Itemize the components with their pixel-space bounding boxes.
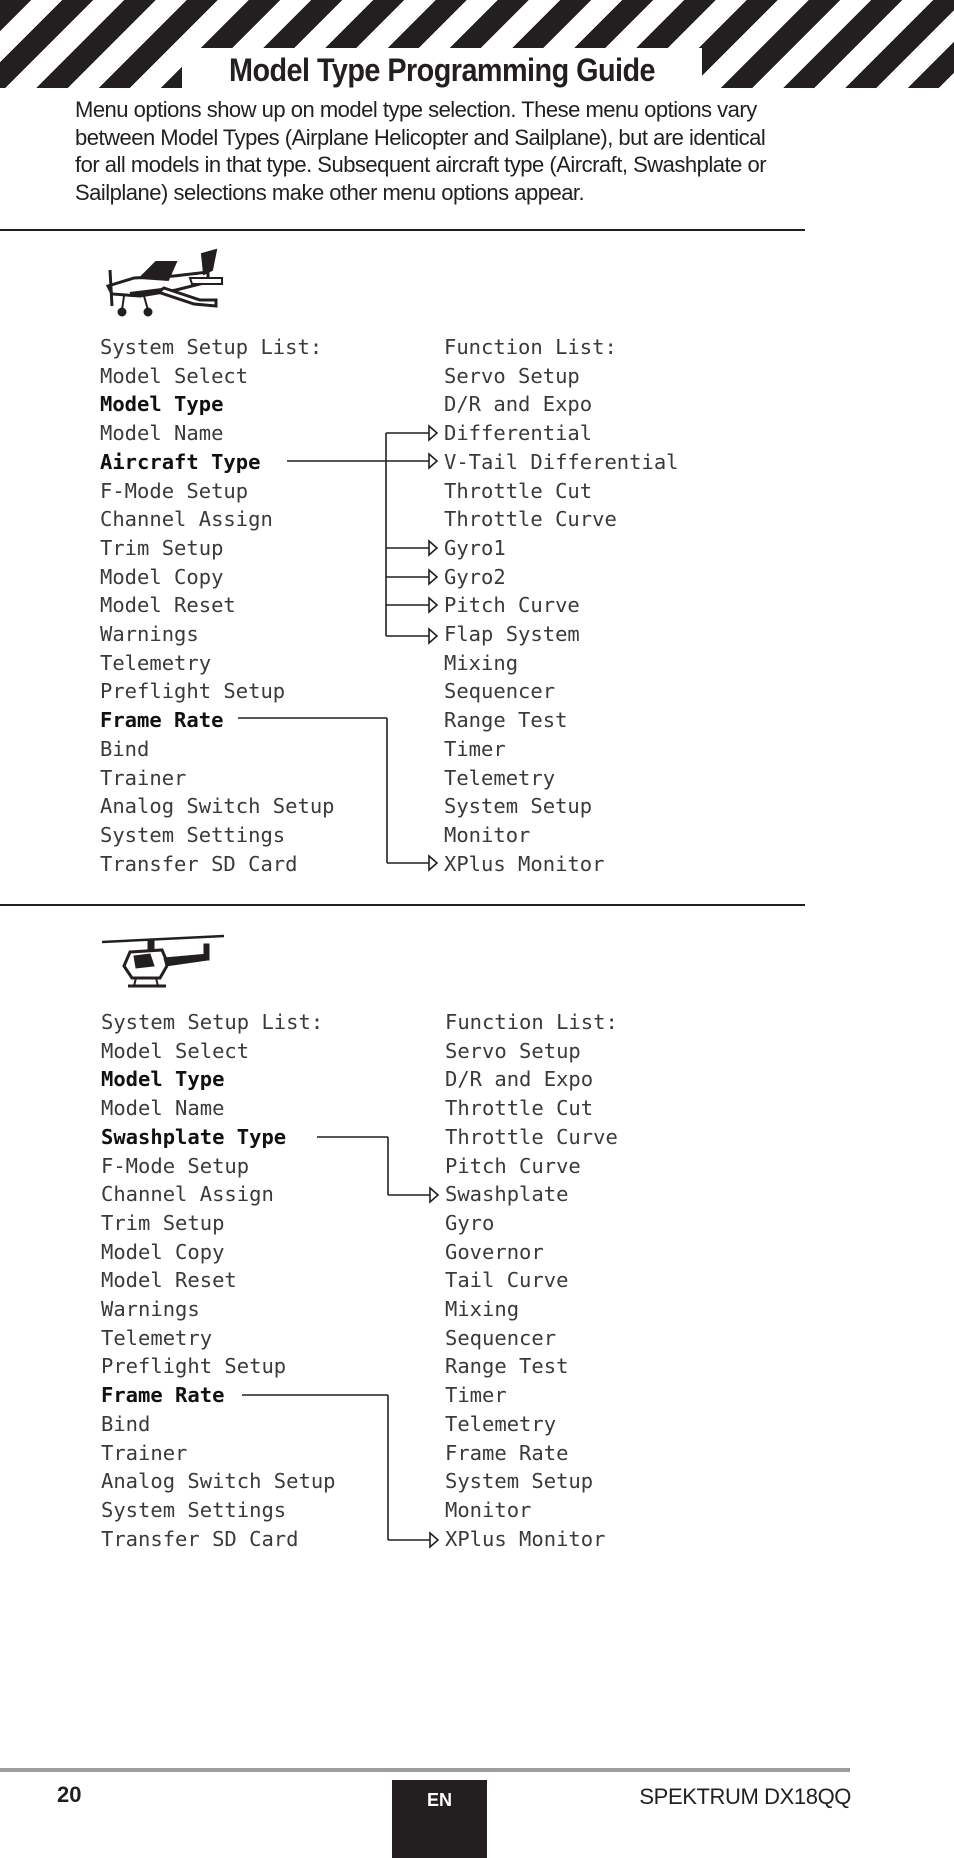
airplane-function-item: Monitor xyxy=(444,822,531,847)
helicopter-function-item: System Setup xyxy=(445,1469,594,1494)
airplane-function-item: Sequencer xyxy=(444,679,556,704)
helicopter-system-item: System Settings xyxy=(101,1497,287,1522)
airplane-system-item: Trim Setup xyxy=(100,535,224,560)
helicopter-function-item: Swashplate xyxy=(445,1182,569,1207)
airplane-function-item: Throttle Cut xyxy=(444,478,593,503)
helicopter-system-item: Model Type xyxy=(101,1067,225,1092)
helicopter-function-item: Governor xyxy=(445,1239,544,1264)
airplane-function-item: XPlus Monitor xyxy=(444,851,605,876)
airplane-function-item: Timer xyxy=(444,736,506,761)
helicopter-system-item: Model Copy xyxy=(101,1239,225,1264)
intro-paragraph: Menu options show up on model type selection. These menu options vary between Model Types (Airplane Helicopter and Sailplane), but are identical for all models in that type. Subsequent aircraft type (Aircraft, Swashplate or Sailplane) selections make other menu options appear. xyxy=(75,97,767,205)
page-number: 20 xyxy=(57,1782,82,1807)
airplane-function-item: Gyro1 xyxy=(444,535,506,560)
helicopter-system-item: F-Mode Setup xyxy=(101,1153,250,1178)
helicopter-function-item: Servo Setup xyxy=(445,1038,581,1063)
airplane-function-item: Telemetry xyxy=(444,765,556,790)
airplane-function-item: Flap System xyxy=(444,622,580,646)
airplane-function-item: Gyro2 xyxy=(444,564,506,589)
airplane-system-item: System Settings xyxy=(100,822,286,847)
helicopter-system-item: Preflight Setup xyxy=(101,1354,287,1379)
airplane-system-item: Warnings xyxy=(100,622,199,646)
airplane-function-item: Pitch Curve xyxy=(444,593,580,618)
airplane-system-item: Channel Assign xyxy=(100,507,273,532)
language-tab: EN xyxy=(392,1780,487,1858)
airplane-system-item: Transfer SD Card xyxy=(100,851,298,876)
airplane-system-heading: System Setup List: xyxy=(100,335,323,359)
helicopter-system-heading: System Setup List: xyxy=(101,1010,324,1034)
airplane-function-heading: Function List: xyxy=(444,335,617,359)
helicopter-function-item: Timer xyxy=(445,1383,507,1408)
helicopter-function-item: Sequencer xyxy=(445,1325,557,1350)
helicopter-function-item: Throttle Cut xyxy=(445,1096,594,1121)
helicopter-system-item: Model Reset xyxy=(101,1268,237,1293)
airplane-function-item: Servo Setup xyxy=(444,363,580,388)
airplane-system-item: Preflight Setup xyxy=(100,679,286,704)
footer-rule xyxy=(0,1768,850,1772)
airplane-system-item: Model Type xyxy=(100,392,224,417)
airplane-system-item: Model Reset xyxy=(100,593,236,618)
airplane-function-item: D/R and Expo xyxy=(444,392,593,417)
helicopter-function-item: XPlus Monitor xyxy=(445,1526,606,1551)
airplane-system-item: Model Select xyxy=(100,363,249,388)
airplane-system-item: Frame Rate xyxy=(100,708,224,733)
helicopter-function-item: D/R and Expo xyxy=(445,1067,594,1092)
helicopter-system-item: Transfer SD Card xyxy=(101,1526,299,1551)
airplane-system-item: F-Mode Setup xyxy=(100,478,249,503)
helicopter-system-item: Channel Assign xyxy=(101,1182,274,1207)
airplane-system-item: Model Copy xyxy=(100,564,224,589)
page-title: Model Type Programming Guide xyxy=(228,52,655,88)
airplane-function-item: Range Test xyxy=(444,708,568,733)
helicopter-function-item: Mixing xyxy=(445,1297,520,1321)
airplane-function-item: V-Tail Differential xyxy=(444,449,679,474)
airplane-system-item: Trainer xyxy=(100,765,187,790)
helicopter-system-item: Warnings xyxy=(101,1297,200,1321)
airplane-system-item: Aircraft Type xyxy=(100,449,261,474)
helicopter-function-item: Pitch Curve xyxy=(445,1153,581,1178)
airplane-function-item: System Setup xyxy=(444,794,593,819)
helicopter-system-item: Frame Rate xyxy=(101,1383,225,1408)
helicopter-system-item: Model Name xyxy=(101,1096,225,1121)
airplane-system-item: Analog Switch Setup xyxy=(100,794,335,819)
helicopter-system-item: Model Select xyxy=(101,1038,250,1063)
helicopter-function-item: Throttle Curve xyxy=(445,1124,618,1149)
product-name: SPEKTRUM DX18QQ xyxy=(639,1784,851,1809)
airplane-function-item: Mixing xyxy=(444,650,519,675)
airplane-function-item: Differential xyxy=(444,421,593,446)
helicopter-function-heading: Function List: xyxy=(445,1010,618,1034)
helicopter-system-item: Bind xyxy=(101,1411,151,1436)
helicopter-function-item: Tail Curve xyxy=(445,1268,569,1293)
airplane-function-item: Throttle Curve xyxy=(444,507,617,532)
airplane-system-item: Telemetry xyxy=(100,650,212,675)
helicopter-system-item: Analog Switch Setup xyxy=(101,1469,336,1494)
helicopter-function-item: Range Test xyxy=(445,1354,569,1379)
helicopter-function-item: Gyro xyxy=(445,1210,495,1235)
helicopter-system-item: Trim Setup xyxy=(101,1210,225,1235)
helicopter-system-item: Swashplate Type xyxy=(101,1124,287,1149)
helicopter-function-item: Frame Rate xyxy=(445,1440,569,1465)
helicopter-system-item: Trainer xyxy=(101,1440,188,1465)
helicopter-system-item: Telemetry xyxy=(101,1325,213,1350)
helicopter-function-item: Monitor xyxy=(445,1497,532,1522)
helicopter-function-item: Telemetry xyxy=(445,1411,557,1436)
airplane-system-item: Bind xyxy=(100,736,150,761)
airplane-system-item: Model Name xyxy=(100,421,224,446)
